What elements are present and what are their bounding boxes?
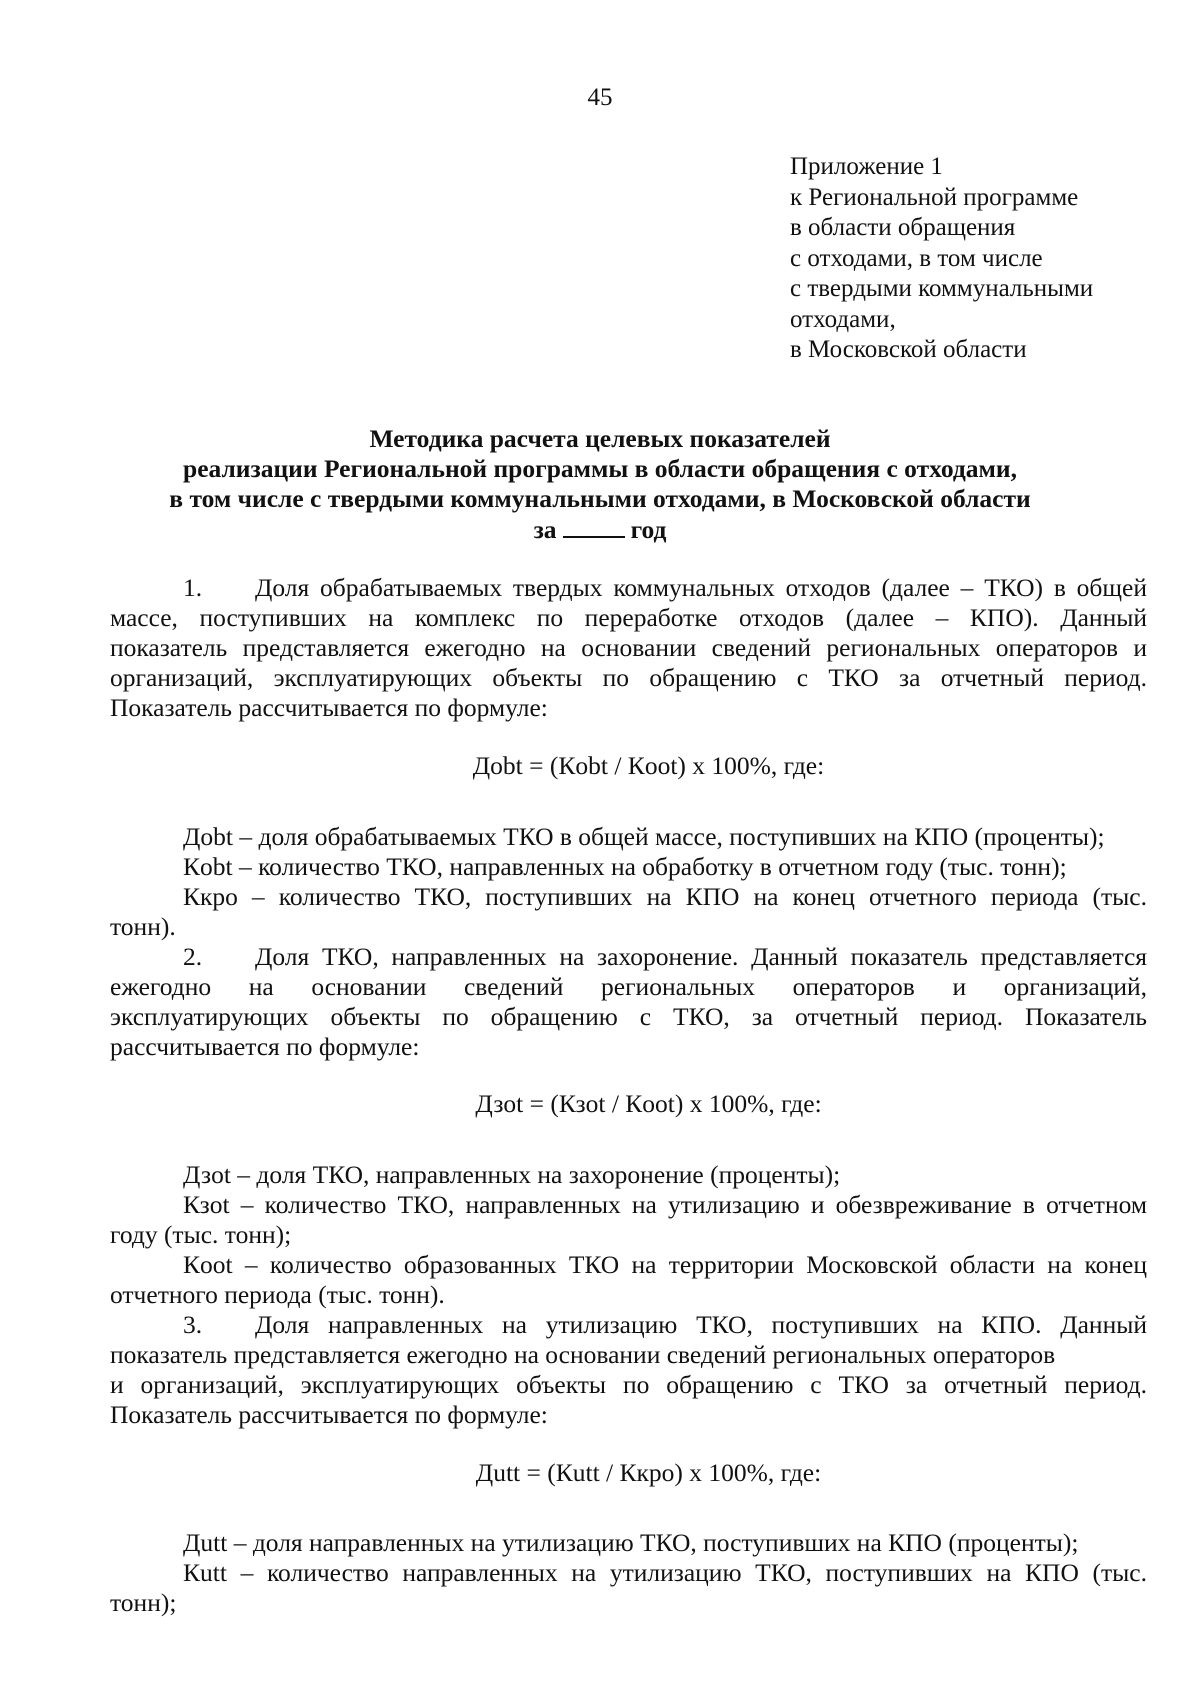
definition-line: Кobt – количество ТКО, направленных на обработку в отчетном году (тыс. тонн); — [183, 852, 1067, 881]
appendix-line: с отходами, в том числе — [790, 244, 1043, 272]
paragraph-line: эксплуатирующих объекты по обращению с ТКО, за отчетный период. Показатель — [110, 1002, 1147, 1031]
title-year-suffix: год — [630, 515, 667, 544]
paragraph-line — [110, 573, 1147, 603]
paragraph-line: и организаций, эксплуатирующих объекты по обращению с ТКО за отчетный период. — [110, 1370, 1147, 1399]
document-title — [100, 424, 1100, 545]
paragraph-line — [110, 1310, 1147, 1340]
section-2-definitions — [110, 1160, 1147, 1310]
paragraph-line: показатель представляется ежегодно на основании сведений региональных операторов — [110, 1340, 1056, 1369]
paragraph-line: организаций, эксплуатирующих объекты по обращению с ТКО за отчетный период. — [110, 663, 1147, 692]
section-number: 3. — [183, 1310, 203, 1339]
formula-dobt: Дobt = (Кobt / Кoot) х 100%, где: — [472, 751, 825, 780]
appendix-line: в Московской области — [790, 336, 1027, 363]
definition-line: Кutt – количество направленных на утилизацию ТКО, поступивших на КПО (тыс. — [183, 1558, 1147, 1587]
title-line: Методика расчета целевых показателей — [369, 424, 831, 453]
appendix-line: в области обращения — [790, 214, 1016, 241]
definition-line: Дobt – доля обрабатываемых ТКО в общей массе, поступивших на КПО (проценты); — [183, 822, 1105, 851]
definition-line: Дзot – доля ТКО, направленных на захоронение (проценты); — [183, 1160, 841, 1189]
appendix-header — [790, 152, 1093, 366]
paragraph-line: Показатель рассчитывается по формуле: — [110, 1400, 548, 1429]
appendix-line: с твердыми коммунальными — [790, 275, 1094, 302]
paragraph-text: Доля ТКО, направленных на захоронение. Данный показатель представляется — [255, 942, 1147, 971]
paragraph-line: массе, поступивших на комплекс по переработке отходов (далее – КПО). Данный — [110, 603, 1147, 632]
appendix-line: отходами, — [790, 305, 896, 333]
title-line-year — [100, 514, 1100, 545]
title-line: реализации Региональной программы в области обращения с отходами, — [183, 454, 1017, 483]
definition-line: тонн). — [110, 912, 176, 941]
formula-dutt: Дutt = (Кutt / Ккро) х 100%, где: — [475, 1458, 822, 1487]
title-line: в том числе с твердыми коммунальными отходами, в Московской области — [169, 484, 1031, 513]
section-number: 2. — [183, 942, 203, 971]
year-blank-field — [563, 514, 625, 538]
title-year-prefix: за — [533, 515, 557, 544]
definition-line: Кoot – количество образованных ТКО на территории Московской области на конец — [183, 1250, 1147, 1279]
definition-line: тонн); — [110, 1588, 177, 1617]
paragraph-line: ежегодно на основании сведений региональных операторов и организаций, — [110, 972, 1147, 1001]
section-1-paragraph — [110, 573, 1147, 723]
definition-line: Кзot – количество ТКО, направленных на утилизацию и обезвреживание в отчетном — [183, 1190, 1147, 1219]
paragraph-line: показатель представляется ежегодно на основании сведений региональных операторов и — [110, 633, 1147, 662]
definition-line: году (тыс. тонн); — [110, 1220, 292, 1249]
appendix-line: к Региональной программе — [790, 183, 1079, 211]
formula-dzot: Дзot = (Кзot / Кoot) х 100%, где: — [475, 1089, 822, 1118]
definition-line: Дutt – доля направленных на утилизацию ТКО, поступивших на КПО (проценты); — [183, 1528, 1079, 1557]
paragraph-line — [110, 942, 1147, 972]
paragraph-text: Доля направленных на утилизацию ТКО, поступивших на КПО. Данный — [255, 1310, 1147, 1339]
section-3-definitions — [110, 1528, 1147, 1618]
section-2-paragraph — [110, 942, 1147, 1062]
section-number: 1. — [183, 573, 203, 602]
paragraph-text: Доля обрабатываемых твердых коммунальных отходов (далее – ТКО) в общей — [255, 573, 1147, 602]
paragraph-line: рассчитывается по формуле: — [110, 1032, 420, 1061]
definition-line: Ккро – количество ТКО, поступивших на КПО на конец отчетного периода (тыс. — [183, 882, 1147, 911]
paragraph-line: Показатель рассчитывается по формуле: — [110, 693, 548, 722]
section-3-paragraph — [110, 1310, 1147, 1430]
section-1-definitions — [110, 822, 1147, 942]
definition-line: отчетного периода (тыс. тонн). — [110, 1280, 445, 1309]
page-number: 45 — [587, 84, 613, 111]
appendix-line: Приложение 1 — [790, 153, 943, 180]
